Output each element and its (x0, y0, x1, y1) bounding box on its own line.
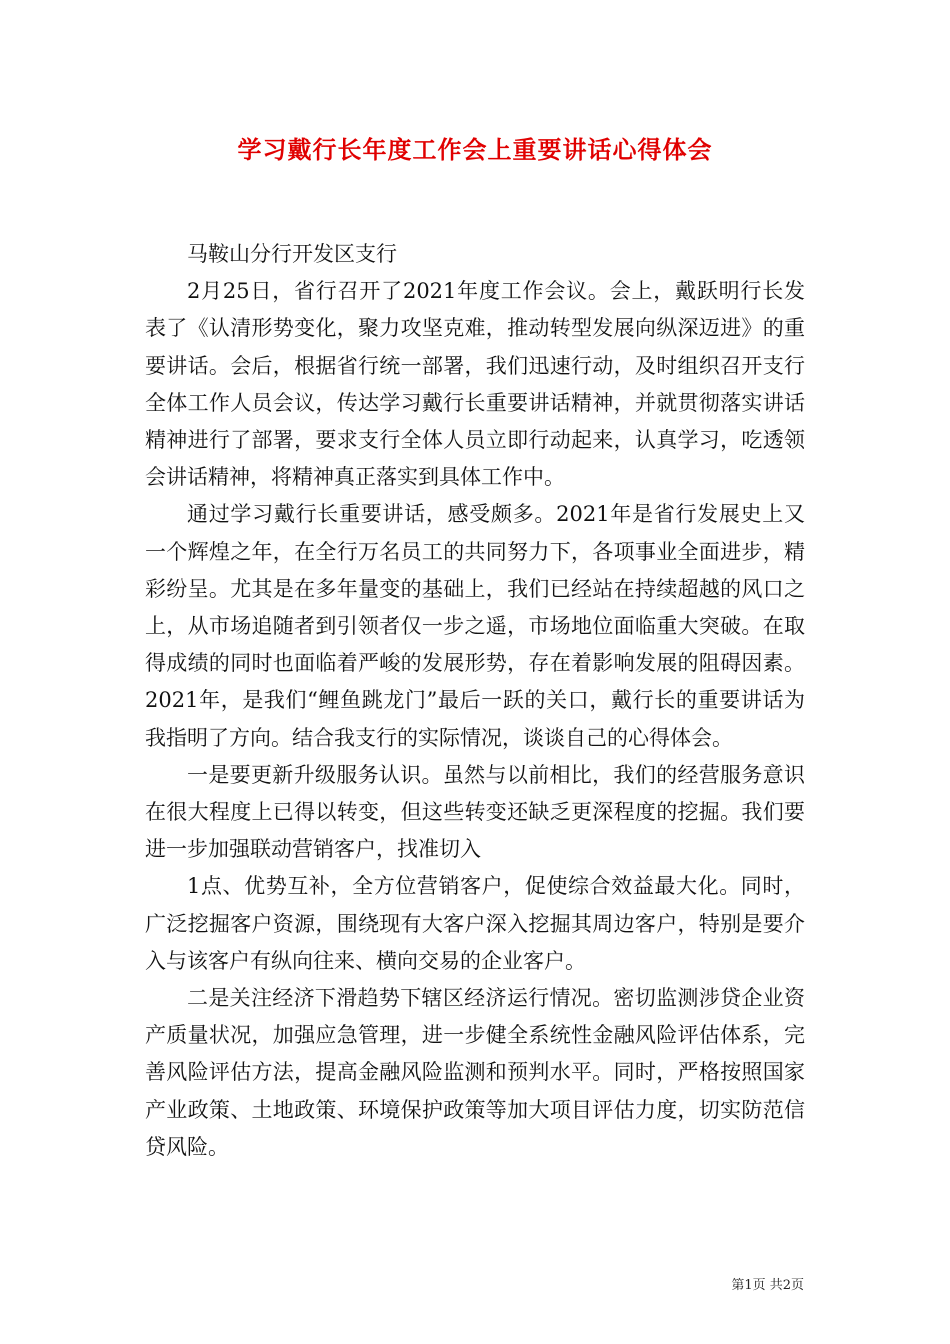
author-line: 马鞍山分行开发区支行 (187, 242, 397, 266)
document-title: 学习戴行长年度工作会上重要讲话心得体会 (237, 135, 713, 164)
paragraph: 2月25日，省行召开了2021年度工作会议。会上，戴跃明行长发表了《认清形势变化，聚力攻坚克难，推动转型发展向纵深迈进》的重要讲话。会后，根据省行统一部署，我们迅速行动，及时组织召开支行全体工作人员会议，传达学习戴行长重要讲话精神，并就贯彻落实讲话精神进行了部署，要求支行全体人员立即行动起来，认真学习，吃透领会讲话精神，将精神真正落实到具体工作中。 (145, 279, 805, 490)
document-body (145, 236, 805, 1166)
paragraph: 一是要更新升级服务认识。虽然与以前相比，我们的经营服务意识在很大程度上已得以转变，但这些转变还缺乏更深程度的挖掘。我们要进一步加强联动营销客户，找准切入 (145, 762, 805, 862)
paragraph: 通过学习戴行长重要讲话，感受颇多。2021年是省行发展史上又一个辉煌之年，在全行万名员工的共同努力下，各项事业全面进步，精彩纷呈。尤其是在多年量变的基础上，我们已经站在持续超越的风口之上，从市场追随者到引领者仅一步之遥，市场地位面临重大突破。在取得成绩的同时也面临着严峻的发展形势，存在着影响发展的阻碍因素。2021年，是我们“鲤鱼跳龙门”最后一跃的关口，戴行长的重要讲话为我指明了方向。结合我支行的实际情况，谈谈自己的心得体会。 (145, 502, 805, 750)
paragraph: 1点、优势互补，全方位营销客户，促使综合效益最大化。同时，广泛挖掘客户资源，围绕现有大客户深入挖掘其周边客户，特别是要介入与该客户有纵向往来、横向交易的企业客户。 (145, 874, 805, 973)
paragraph: 二是关注经济下滑趋势下辖区经济运行情况。密切监测涉贷企业资产质量状况，加强应急管理，进一步健全系统性金融风险评估体系，完善风险评估方法，提高金融风险监测和预判水平。同时，严格按照国家产业政策、土地政策、环境保护政策等加大项目评估力度，切实防范信贷风险。 (145, 986, 805, 1159)
page-number: 第1页 共2页 (731, 1278, 804, 1293)
